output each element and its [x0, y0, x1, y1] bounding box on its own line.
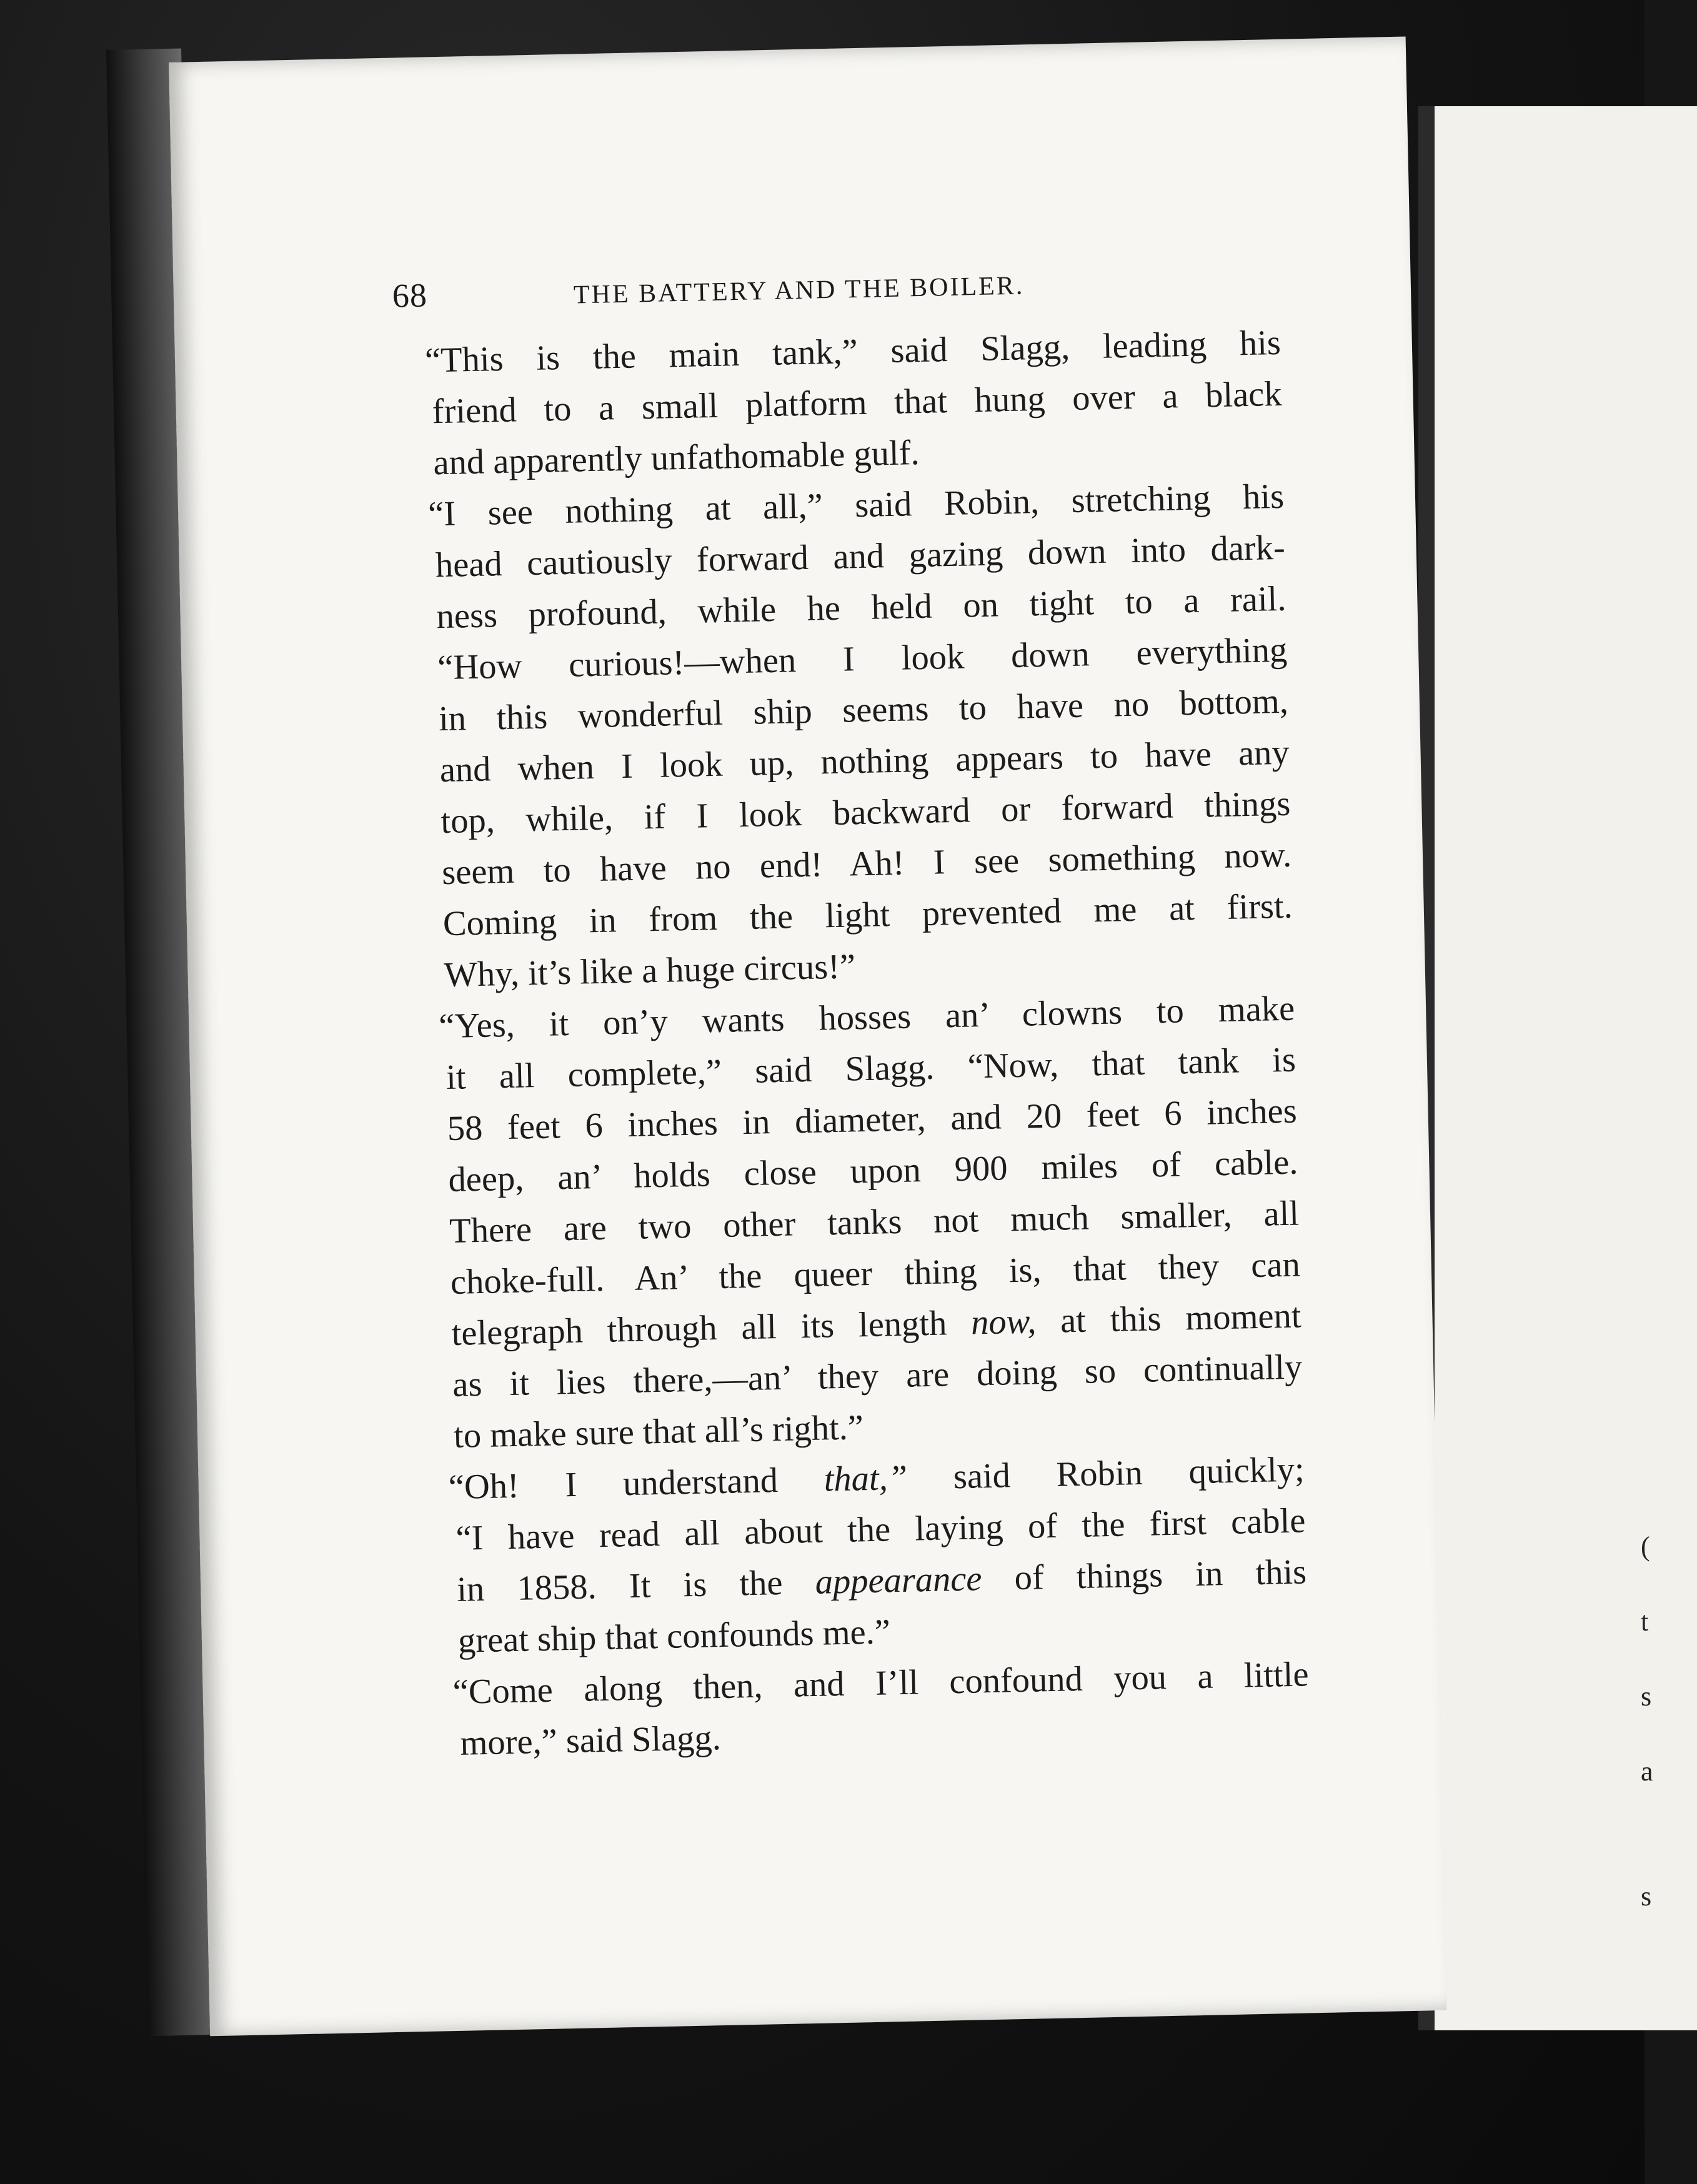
text-line: friend to a small platform that hung over a black	[432, 374, 1283, 432]
text-segment: in 1858. It is the	[456, 1563, 784, 1609]
text-line: Why, it’s like a huge circus!”	[444, 947, 856, 995]
paragraph-4	[417, 1444, 1308, 1667]
text-line: “Come along then, and I’ll confound you a little	[452, 1655, 1310, 1712]
emphasis-now: now,	[970, 1302, 1037, 1343]
text-segment: said Robin quickly;	[953, 1450, 1305, 1497]
paragraph-3	[407, 983, 1304, 1463]
text-line: choke-full. An’ the queer thing is, that they can	[450, 1245, 1301, 1302]
text-line: and when I look up, nothing appears to have any	[439, 733, 1290, 790]
text-segment: at this moment	[1060, 1296, 1302, 1341]
text-line: in this wonderful ship seems to have no bottom,	[438, 682, 1289, 739]
text-line: “Yes, it on’y wants hosses an’ clowns to make	[438, 989, 1295, 1046]
text-line: head cautiously forward and gazing down into dark-	[435, 528, 1286, 585]
text-line: ness profound, while he held on tight to a rail.	[436, 579, 1287, 637]
paragraph-1	[393, 317, 1283, 490]
page-number: 68	[392, 276, 428, 315]
facing-page-fragment: a	[1641, 1756, 1653, 1787]
text-line: top, while, if I look backward or forward things	[440, 784, 1291, 841]
text-line: Coming in from the light prevented me at first.	[442, 886, 1293, 944]
page-header	[392, 258, 1280, 320]
text-segment: “Oh! I understand	[448, 1461, 779, 1507]
facing-page-fragment: (	[1641, 1531, 1650, 1562]
text-segment: of things in this	[1013, 1552, 1307, 1598]
text-line: 58 feet 6 inches in diameter, and 20 feet 6 inches	[447, 1091, 1298, 1149]
running-title: THE BATTERY AND THE BOILER.	[573, 271, 1025, 310]
facing-page-fragment: s	[1641, 1881, 1652, 1912]
text-line: There are two other tanks not much smaller, all	[449, 1194, 1300, 1251]
paragraph-2	[396, 471, 1294, 1002]
emphasis-that: that,”	[824, 1458, 908, 1499]
paragraph-5	[421, 1649, 1310, 1770]
facing-page-edge	[1418, 106, 1697, 2030]
text-line: “I see nothing at all,” said Robin, stretching his	[427, 477, 1285, 534]
text-line: seem to have no end! Ah! I see something now.	[441, 835, 1292, 893]
text-line: deep, an’ holds close upon 900 miles of cable.	[447, 1143, 1298, 1200]
text-line: “I have read all about the laying of the first cable	[455, 1501, 1306, 1558]
facing-page-fragment: s	[1641, 1681, 1652, 1712]
text-line: as it lies there,—an’ they are doing so continually	[452, 1348, 1303, 1404]
text-line: and apparently unfathomable gulf.	[432, 433, 920, 483]
page-body	[393, 317, 1310, 1770]
emphasis-appearance: appearance	[815, 1559, 983, 1602]
text-line: “This is the main tank,” said Slagg, leading his	[424, 323, 1281, 380]
text-line: great ship that confounds me.”	[457, 1612, 891, 1660]
text-line: to make sure that all’s right.”	[453, 1408, 864, 1456]
text-segment: telegraph through all its length	[451, 1304, 947, 1353]
facing-page-fragment: t	[1641, 1606, 1649, 1637]
text-line: it all complete,” said Slagg. “Now, that tank is	[445, 1040, 1296, 1098]
text-line: more,” said Slagg.	[459, 1719, 722, 1763]
book-page	[169, 37, 1447, 2037]
text-line: “How curious!—when I look down everything	[437, 630, 1288, 688]
